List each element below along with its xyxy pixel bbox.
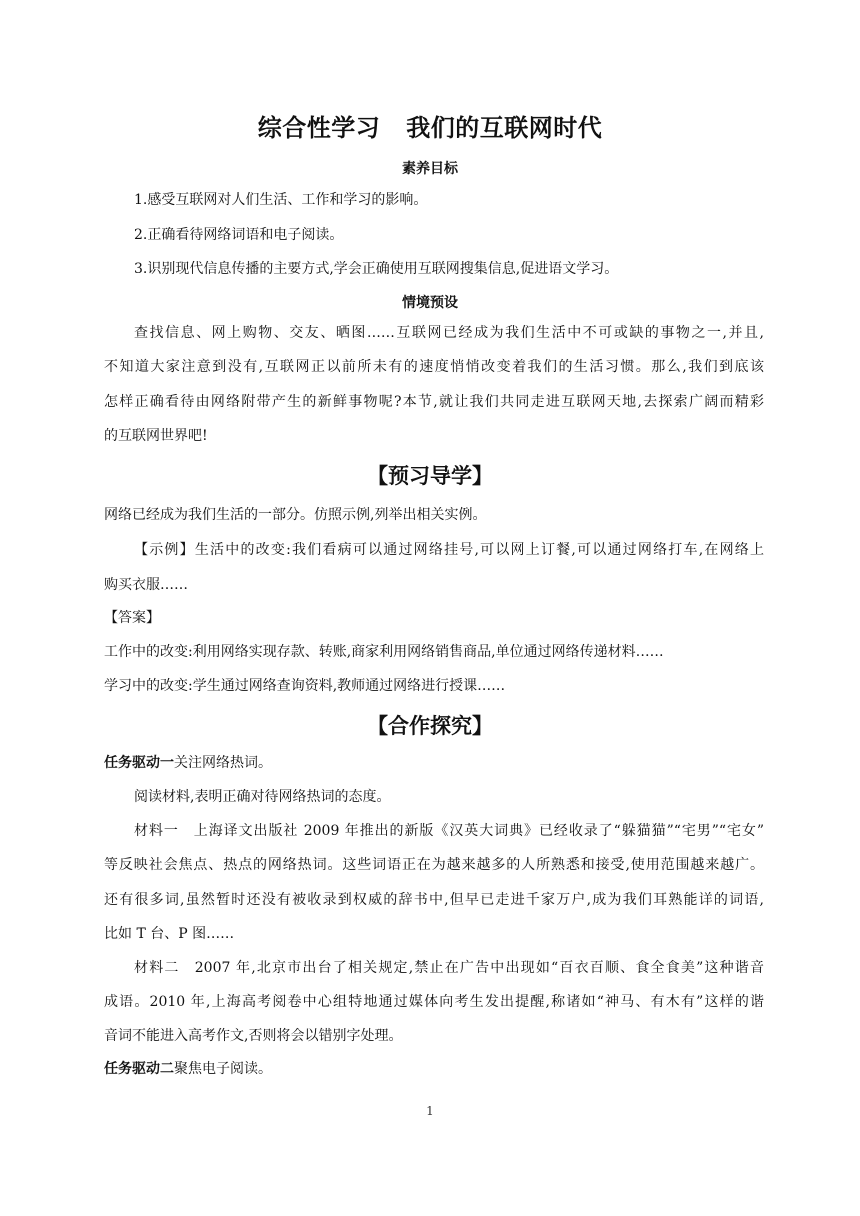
answer-label: 【答案】: [104, 610, 160, 626]
preview-prompt: 网络已经成为我们生活的一部分。仿照示例,列举出相关实例。: [104, 507, 487, 523]
task-one: [104, 753, 764, 773]
material-one-line: 材料一 上海译文出版社 2009 年推出的新版《汉英大词典》已经收录了“躲猫猫”“宅男”“宅女”: [134, 823, 764, 839]
scenario-line: 查找信息、网上购物、交友、晒图……互联网已经成为我们生活中不可或缺的事物之一,并且,: [134, 325, 764, 341]
example-line: 【示例】生活中的改变:我们看病可以通过网络挂号,可以网上订餐,可以通过网络打车,在网络上: [134, 542, 764, 558]
page-title: [0, 108, 860, 143]
page-number: 1: [426, 1104, 434, 1118]
goal-item: 1.感受互联网对人们生活、工作和学习的影响。: [134, 192, 428, 208]
task-two-label: 任务驱动二: [104, 1061, 174, 1077]
scenario-line: 不知道大家注意到没有,互联网正以前所未有的速度悄悄改变着我们的生活习惯。那么,我们到底该: [104, 359, 764, 375]
material-one-line: 比如 T 台、P 图……: [104, 926, 235, 942]
material-one-line: 等反映社会焦点、热点的网络热词。这些词语正在为越来越多的人所熟悉和接受,使用范围越来越广。: [104, 857, 764, 873]
answer-line: 学习中的改变:学生通过网络查询资料,教师通过网络进行授课……: [104, 678, 506, 694]
answer-line: 工作中的改变:利用网络实现存款、转账,商家利用网络销售商品,单位通过网络传递材料……: [104, 644, 664, 660]
scenario-heading: 情境预设: [402, 295, 458, 311]
material-two-line: 成语。2010 年,上海高考阅卷中心组特地通过媒体向考生发出提醒,称诸如“神马、有木有”这样的谐: [104, 994, 764, 1010]
task-one-label: 任务驱动一: [104, 755, 174, 771]
task-one-text: 关注网络热词。: [174, 755, 272, 771]
goal-item: 2.正确看待网络词语和电子阅读。: [134, 227, 344, 243]
goal-item: 3.识别现代信息传播的主要方式,学会正确使用互联网搜集信息,促进语文学习。: [134, 261, 619, 277]
material-two-line: 音词不能进入高考作文,否则将会以错别字处理。: [104, 1028, 403, 1044]
goals-heading: 素养目标: [402, 161, 458, 177]
material-two-line: 材料二 2007 年,北京市出台了相关规定,禁止在广告中出现如“百衣百顺、食全食美”这种谐音: [134, 960, 764, 976]
material-one-line: 还有很多词,虽然暂时还没有被收录到权威的辞书中,但早已走进千家万户,成为我们耳熟能详的词语,: [104, 892, 764, 908]
preview-heading: 【预习导学】: [367, 464, 493, 488]
task-two-text: 聚焦电子阅读。: [174, 1061, 272, 1077]
explore-instruction: 阅读材料,表明正确对待网络热词的态度。: [134, 789, 391, 805]
explore-heading: 【合作探究】: [367, 714, 493, 738]
task-two: [104, 1059, 764, 1079]
title-right: 我们的互联网时代: [406, 114, 603, 142]
scenario-line: 怎样正确看待由网络附带产生的新鲜事物呢?本节,就让我们共同走进互联网天地,去探索广阔而精彩: [104, 394, 764, 410]
scenario-line: 的互联网世界吧!: [104, 428, 208, 444]
title-left: 综合性学习: [257, 114, 381, 142]
example-line: 购买衣服……: [104, 577, 188, 593]
